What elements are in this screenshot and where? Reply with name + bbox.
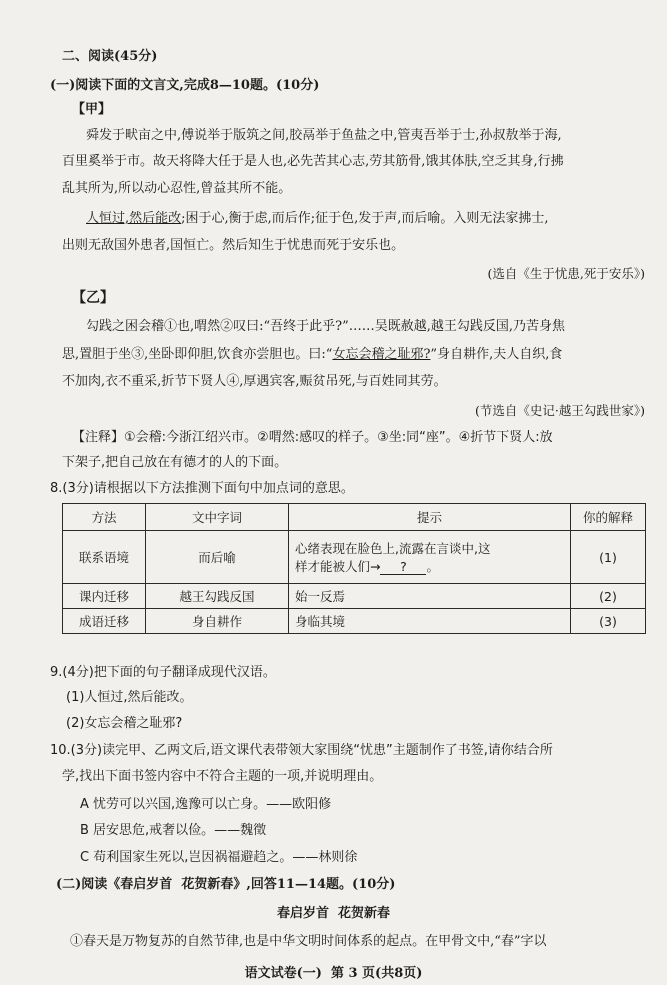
table-row bbox=[63, 609, 646, 634]
page-footer: 语文试卷(一) 第 3 页(共8页) bbox=[244, 966, 423, 981]
table-header-row bbox=[63, 504, 646, 531]
yi-text-line bbox=[62, 346, 562, 364]
hint-text: 样才能被人们→ bbox=[295, 559, 381, 574]
jia-label: 【甲】 bbox=[72, 102, 112, 117]
note-line: 【注释】①会稽:今浙江绍兴市。②喟然:感叹的样子。③坐:同“座”。④折节下贤人:放 bbox=[72, 430, 553, 445]
yi-label: 【乙】 bbox=[72, 290, 114, 306]
article-paragraph: ①春天是万物复苏的自然节律,也是中华文明时间体系的起点。在甲骨文中,“春”字以 bbox=[70, 934, 547, 949]
underlined-sentence: 人恒过,然后能改 bbox=[86, 211, 182, 226]
q10-option-c: C 苟利国家生死以,岂因祸福避趋之。——林则徐 bbox=[80, 850, 358, 865]
table-row bbox=[63, 531, 646, 584]
answer-cell[interactable]: (1) bbox=[571, 531, 646, 584]
q10-stem: 学,找出下面书签内容中不符合主题的一项,并说明理由。 bbox=[62, 769, 383, 784]
table-cell: 身自耕作 bbox=[146, 609, 289, 634]
yi-source: (节选自《史记·越王勾践世家》) bbox=[475, 403, 645, 418]
table-cell: 联系语境 bbox=[63, 531, 146, 584]
table-cell: 而后喻 bbox=[146, 531, 289, 584]
jia-text-line: 百里奚举于市。故天将降大任于是人也,必先苦其心志,劳其筋骨,饿其体肤,空乏其身,行拂 bbox=[62, 154, 564, 169]
table-cell: 成语迁移 bbox=[63, 609, 146, 634]
hint-line: 心绪表现在脸色上,流露在言谈中,这 bbox=[295, 541, 491, 556]
section-title: 二、阅读(45分) bbox=[62, 49, 158, 64]
q9-stem: 9.(4分)把下面的句子翻译成现代汉语。 bbox=[50, 665, 276, 680]
underlined-sentence: 女忘会稽之耻邪? bbox=[332, 347, 431, 362]
hint-line bbox=[295, 557, 564, 575]
table-header: 你的解释 bbox=[571, 504, 646, 531]
q9-sentence-1: (1)人恒过,然后能改。 bbox=[66, 690, 193, 705]
q10-stem: 10.(3分)读完甲、乙两文后,语文课代表带领大家围绕“忧患”主题制作了书签,请你结合所 bbox=[50, 743, 553, 758]
article-title: 春启岁首 花贺新春 bbox=[276, 906, 391, 921]
table-cell-hint: 身临其境 bbox=[289, 609, 571, 634]
part2-heading: (二)阅读《春启岁首 花贺新春》,回答11—14题。(10分) bbox=[56, 877, 396, 892]
jia-text-line: 出则无敌国外患者,国恒亡。然后知生于忧患而死于安乐也。 bbox=[62, 238, 405, 253]
jia-text-line bbox=[86, 210, 549, 228]
jia-text-rest: ;困于心,衡于虑,而后作;征于色,发于声,而后喻。入则无法家拂士, bbox=[181, 211, 549, 226]
table-header: 提示 bbox=[289, 504, 571, 531]
q8-stem: 8.(3分)请根据以下方法推测下面句中加点词的意思。 bbox=[50, 481, 354, 496]
answer-cell[interactable]: (3) bbox=[571, 609, 646, 634]
answer-cell[interactable]: (2) bbox=[571, 584, 646, 609]
q8-table bbox=[62, 503, 646, 634]
yi-text-line: 不加肉,衣不重采,折节下贤人④,厚遇宾客,赈贫吊死,与百姓同其劳。 bbox=[62, 374, 447, 389]
jia-text-line: 舜发于畎亩之中,傅说举于版筑之间,胶鬲举于鱼盐之中,管夷吾举于士,孙叔敖举于海, bbox=[86, 128, 562, 143]
note-line: 下架子,把自己放在有德才的人的下面。 bbox=[62, 455, 288, 470]
part1-heading: (一)阅读下面的文言文,完成8—10题。(10分) bbox=[50, 78, 320, 93]
yi-text-line: 勾践之困会稽①也,喟然②叹曰:“吾终于此乎?”……吴既赦越,越王勾践反国,乃苦身焦 bbox=[86, 319, 566, 334]
q10-option-a: A 忧劳可以兴国,逸豫可以亡身。——欧阳修 bbox=[80, 797, 332, 812]
table-cell-hint: 始一反焉 bbox=[289, 584, 571, 609]
jia-text-line: 乱其所为,所以动心忍性,曾益其所不能。 bbox=[62, 181, 292, 196]
answer-blank: ? bbox=[380, 559, 426, 575]
jia-source: (选自《生于忧患,死于安乐》) bbox=[487, 266, 645, 281]
q10-option-b: B 居安思危,戒奢以俭。——魏徵 bbox=[80, 823, 267, 838]
table-cell-hint bbox=[289, 531, 571, 584]
table-cell: 课内迁移 bbox=[63, 584, 146, 609]
table-header: 文中字词 bbox=[146, 504, 289, 531]
q9-sentence-2: (2)女忘会稽之耻邪? bbox=[66, 716, 183, 731]
yi-text-a: 思,置胆于坐③,坐卧即仰胆,饮食亦尝胆也。曰:“ bbox=[62, 347, 333, 362]
table-header: 方法 bbox=[63, 504, 146, 531]
hint-end: 。 bbox=[426, 559, 439, 574]
table-row bbox=[63, 584, 646, 609]
table-cell: 越王勾践反国 bbox=[146, 584, 289, 609]
yi-text-b: ”身自耕作,夫人自织,食 bbox=[430, 347, 563, 362]
